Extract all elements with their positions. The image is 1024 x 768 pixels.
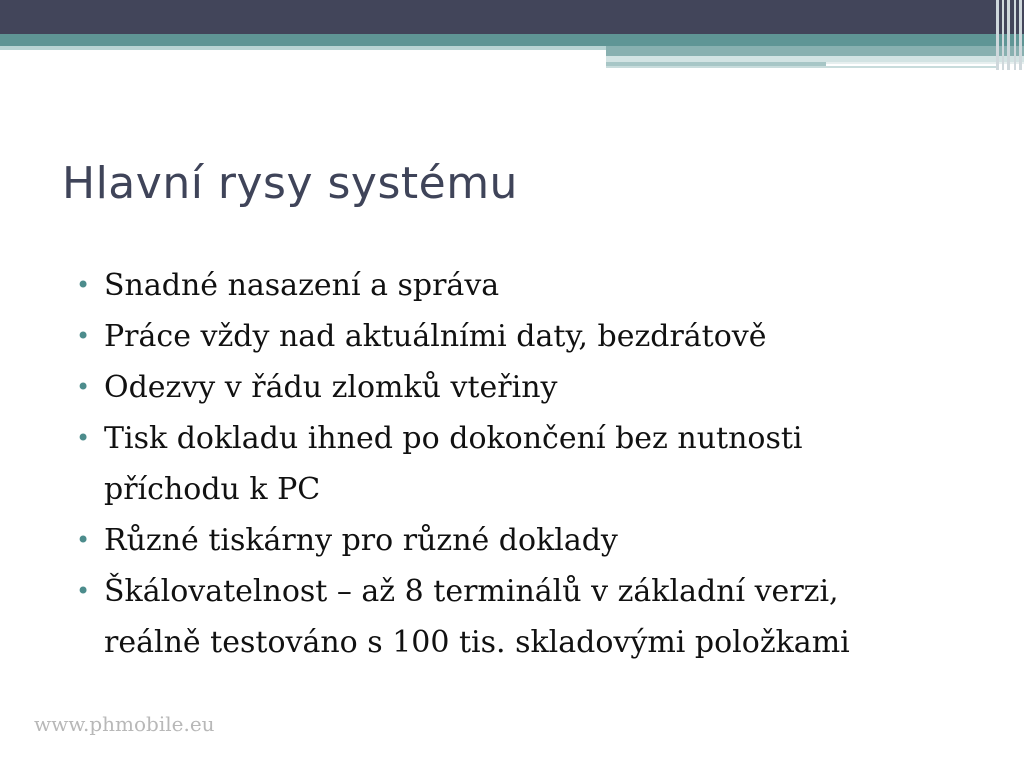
- bullet-text-line: Práce vždy nad aktuálními daty, bezdrátově: [104, 319, 767, 354]
- vertical-stripe: [1002, 0, 1004, 70]
- bullet-item: [76, 515, 996, 566]
- bullet-dot-icon: •: [76, 271, 91, 299]
- bullet-list: [76, 260, 996, 668]
- bullet-dot-icon: •: [76, 424, 91, 452]
- bullet-item: [76, 362, 996, 413]
- bullet-item: [76, 566, 996, 668]
- vertical-stripe: [1007, 0, 1010, 70]
- bullet-dot-icon: •: [76, 526, 91, 554]
- bullet-item: [76, 260, 996, 311]
- bullet-text-line: reálně testováno s 100 tis. skladovými položkami: [104, 625, 850, 660]
- header-band-right-a: [606, 46, 1024, 56]
- slide-title: Hlavní rysy systému: [62, 158, 518, 209]
- bullet-text-line: Odezvy v řádu zlomků vteřiny: [104, 370, 558, 405]
- header-band-right-e: [606, 66, 998, 68]
- header-band-teal: [0, 34, 1024, 46]
- vertical-stripe: [996, 0, 999, 70]
- bullet-item: [76, 413, 996, 515]
- header-vertical-stripes: [994, 0, 1024, 70]
- footer-url: www.phmobile.eu: [34, 712, 215, 736]
- bullet-dot-icon: •: [76, 373, 91, 401]
- bullet-text-line: příchodu k PC: [104, 472, 321, 507]
- vertical-stripe: [1019, 0, 1022, 70]
- header-band-light: [0, 46, 606, 50]
- vertical-stripe: [1014, 0, 1016, 70]
- bullet-text-line: Různé tiskárny pro různé doklady: [104, 523, 618, 558]
- bullet-text-line: Škálovatelnost – až 8 terminálů v základní verzi,: [104, 574, 839, 609]
- bullet-text-line: Snadné nasazení a správa: [104, 268, 500, 303]
- header-band-dark: [0, 0, 1024, 34]
- bullet-dot-icon: •: [76, 322, 91, 350]
- bullet-item: [76, 311, 996, 362]
- bullet-text-line: Tisk dokladu ihned po dokončení bez nutnosti: [104, 421, 803, 456]
- bullet-dot-icon: •: [76, 577, 91, 605]
